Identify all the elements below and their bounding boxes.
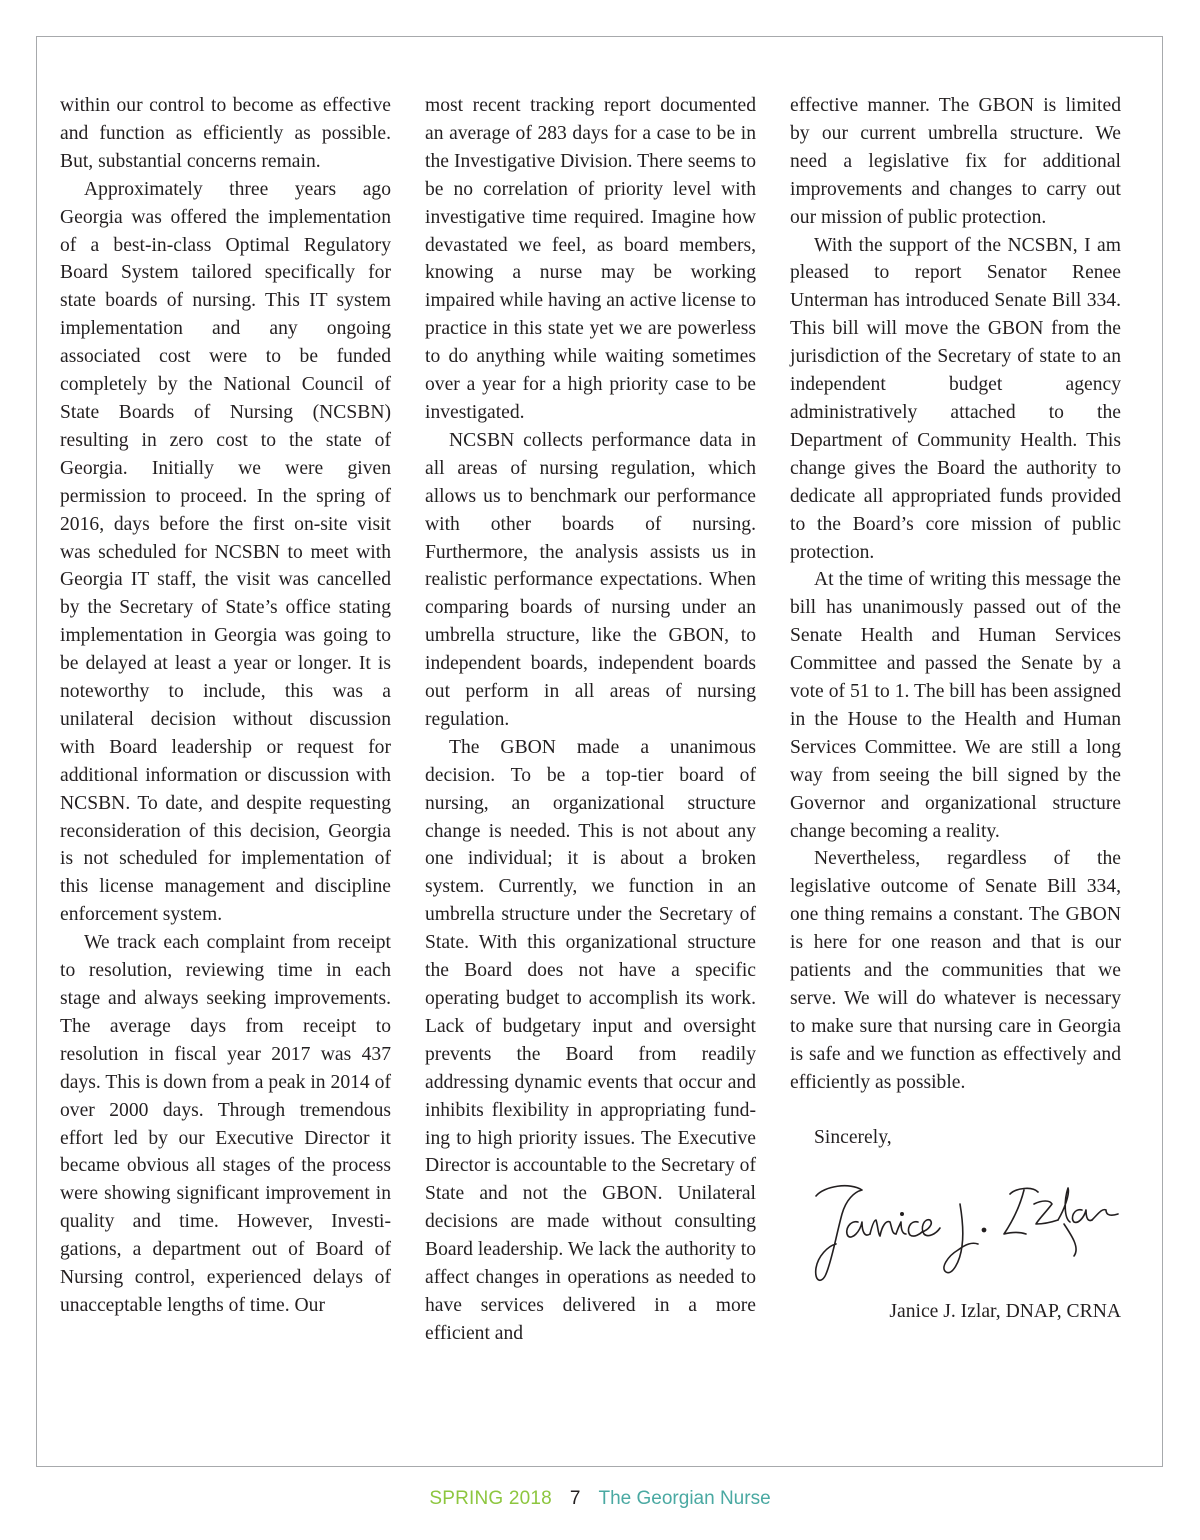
- paragraph: Approximately three years ago Georgia was offered the implementation of a best-in-class Optimal Regulatory Board System tailored specifically for state boards of nursing. This IT system implementation and any ongoing associated cost were to be funded completely by the National Council of State Boards of Nursing (NCSBN) resulting in zero cost to the state of Georgia. Initially we were given permission to proceed. In the spring of 2016, days before the first on-site visit was scheduled for NCSBN to meet with Georgia IT staff, the visit was cancelled by the Secretary of State’s office stating implementation in Georgia was going to be delayed at least a year or longer. It is noteworthy to include, this was a unilateral decision without discussion with Board leadership or request for additional information or discussion with NCSBN. To date, and despite requesting reconsideration of this decision, Georgia is not scheduled for implementation of this license management and discipline enforcement system.: [60, 178, 391, 926]
- paragraph: effective manner. The GBON is limited by our current umbrella structure. We need a legislative fix for additional improvements and changes to carry out our mission of public protection.: [790, 95, 1121, 228]
- magazine-title: The Georgian Nurse: [598, 1488, 771, 1509]
- paragraph: At the time of writing this message the bill has unanimously passed out of the Senate Health and Human Services Committee and passed the Senate by a vote of 51 to 1. The bill has been assigned in the House to the Health and Human Services Committee. We are still a long way from seeing the bill signed by the Governor and organizational structure change becoming a reality.: [790, 569, 1121, 842]
- paragraph: With the support of the NCSBN, I am pleased to report Senator Renee Unterman has introduced Senate Bill 334. This bill will move the GBON from the jurisdiction of the Secretary of state to an independent budget agency administratively attached to the Department of Community Health. This change gives the Board the authority to dedicate all appropriated funds provided to the Board’s core mission of public protection.: [790, 234, 1121, 563]
- article-column-1: [60, 92, 391, 1320]
- handwritten-signature: [802, 1164, 1122, 1294]
- paragraph: We track each complaint from receipt to resolution, reviewing time in each stage and always seeking improvements. The average days from receipt to resolution in fiscal year 2017 was 437 days. This is down from a peak in 2014 of over 2000 days. Through tremendous effort led by our Executive Director it became obvious all stages of the process were showing significant improvement in quality and time. However, Investigations, a department out of Board of Nursing control, experienced delays of unacceptable lengths of time. Our: [60, 932, 391, 1316]
- issue-season: SPRING 2018: [429, 1488, 552, 1509]
- paragraph: The GBON made a unanimous decision. To be a top-tier board of nursing, an organizational structure change is needed. This is not about any one individual; it is about a broken system. Currently, we function in an umbrella structure under the Secretary of State. With this organizational structure the Board does not have a specific operating budget to accomplish its work. Lack of budgetary input and oversight prevents the Board from readily addressing dynamic events that occur and inhibits flexibility in appropriating funding to high priority issues. The Executive Director is accountable to the Secretary of State and not the GBON. Unilateral decisions are made without consulting Board leadership. We lack the authority to affect changes in operations as needed to have services delivered in a more efficient and: [425, 736, 756, 1344]
- closing-line: Sincerely,: [814, 1126, 892, 1148]
- article-column-3: [790, 92, 1121, 1325]
- paragraph: Nevertheless, regardless of the legislative outcome of Senate Bill 334, one thing remains a constant. The GBON is here for one reason and that is our patients and the communities that we serve. We will do whatever is necessary to make sure that nursing care in Georgia is safe and we function as effectively and efficiently as possible.: [790, 848, 1121, 1093]
- page-number: 7: [569, 1488, 581, 1509]
- article-column-2: [425, 92, 756, 1348]
- paragraph: NCSBN collects performance data in all areas of nursing regulation, which allows us to benchmark our performance with other boards of nursing. Furthermore, the analysis assists us in realistic performance expectations. When comparing boards of nursing under an umbrella structure, like the GBON, to independent boards, independent boards out perform in all areas of nursing regulation.: [425, 429, 756, 730]
- paragraph: most recent tracking report documented an average of 283 days for a case to be in the Investigative Division. There seems to be no correlation of priority level with investigative time required. Imagine how devastated we feel, as board members, knowing a nurse may be working impaired while having an active license to practice in this state yet we are powerless to do anything while waiting sometimes over a year for a high priority case to be investigated.: [425, 95, 756, 423]
- signer-name: Janice J. Izlar, DNAP, CRNA: [889, 1300, 1121, 1322]
- page-footer: [0, 1486, 1200, 1512]
- paragraph: within our control to become as effective and function as efficiently as possible. But, substantial concerns remain.: [60, 95, 391, 172]
